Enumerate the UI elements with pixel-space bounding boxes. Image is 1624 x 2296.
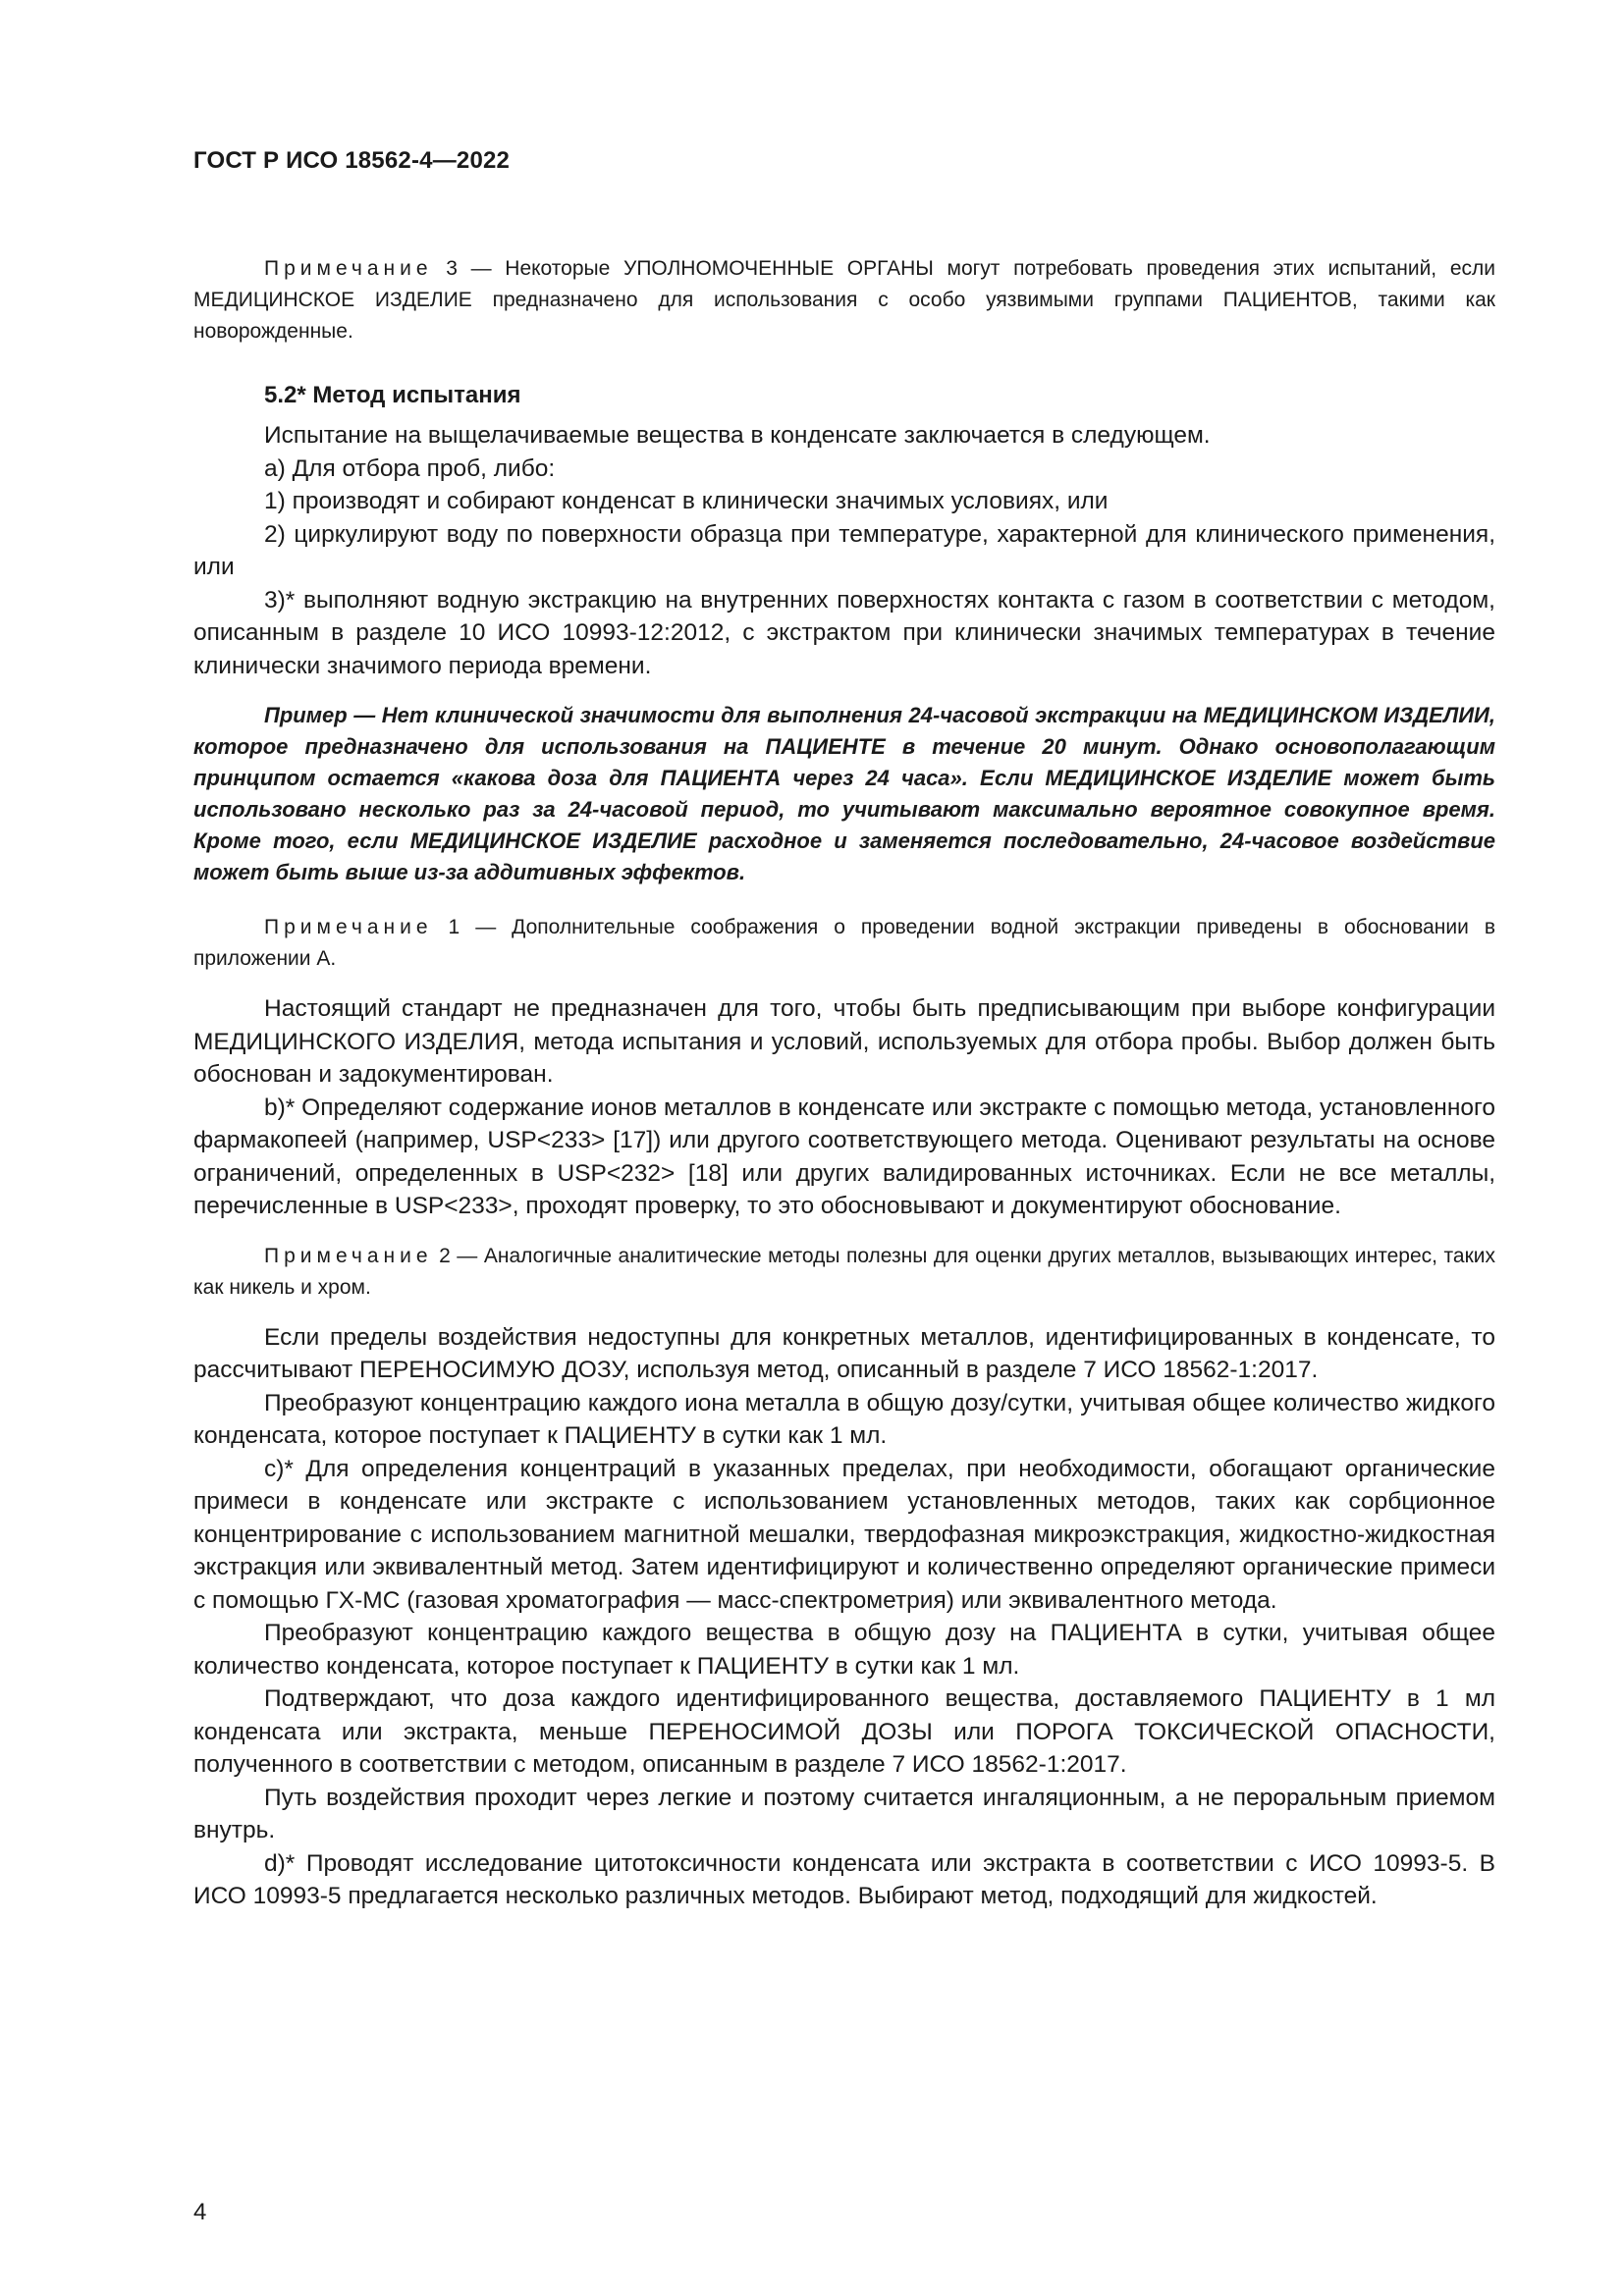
- page-number: 4: [193, 2199, 207, 2225]
- list-item-a: a) Для отбора проб, либо:: [264, 454, 556, 482]
- paragraph: Если пределы воздействия недоступны для конкретных металлов, идентифицированных в конденсате, то рассчитывают ПЕРЕНОСИМУЮ ДОЗУ, используя метод, описанный в разделе 7 ИСО 18562-1:2017.: [193, 1323, 1495, 1383]
- document-header: ГОСТ Р ИСО 18562-4—2022: [193, 147, 511, 174]
- list-item-2: 2) циркулируют воду по поверхности образца при температуре, характерной для клинического применения, или: [193, 520, 1495, 580]
- paragraph: Подтверждают, что доза каждого идентифицированного вещества, доставляемого ПАЦИЕНТУ в 1 мл конденсата или экстракта, меньше ПЕРЕНОСИМОЙ ДОЗЫ или ПОРОГА ТОКСИЧЕСКОЙ ОПАСНОСТИ, полученного в соответствии с методом, описанным в разделе 7 ИСО 18562-1:2017.: [193, 1685, 1495, 1778]
- section-heading: 5.2* Метод испытания: [264, 382, 521, 408]
- list-item-1: 1) производят и собирают конденсат в клинически значимых условиях, или: [264, 488, 1109, 514]
- paragraph: Испытание на выщелачиваемые вещества в конденсате заключается в следующем.: [264, 422, 1211, 449]
- note-text: 1 — Дополнительные соображения о проведении водной экстракции приведены в обосновании в приложении А.: [193, 916, 1495, 970]
- example-block: Пример — Нет клинической значимости для выполнения 24-часовой экстракции на МЕДИЦИНСКОМ ИЗДЕЛИИ, которое предназначено для использования на ПАЦИЕНТЕ в течение 20 минут. Однако основополагающим принципом остается «какова доза для ПАЦИЕНТА через 24 часа». Если МЕДИЦИНСКОЕ ИЗДЕЛИЕ может быть использовано несколько раз за 24-часовой период, то учитывают максимально вероятное совокупное время. Кроме того, если МЕДИЦИНСКОЕ ИЗДЕЛИЕ расходное и заменяется последовательно, 24-часовое воздействие может быть выше из-за аддитивных эффектов.: [193, 703, 1495, 884]
- document-page: [193, 0, 1495, 2296]
- document-body: [193, 253, 1495, 1913]
- note-label: Примечание: [264, 916, 433, 938]
- paragraph: Преобразуют концентрацию каждого вещества в общую дозу на ПАЦИЕНТА в сутки, учитывая общее количество конденсата, которое поступает к ПАЦИЕНТУ в сутки как 1 мл.: [193, 1620, 1495, 1680]
- note-label: Примечание: [264, 257, 433, 280]
- note-1: [193, 912, 1495, 975]
- list-item-3: 3)* выполняют водную экстракцию на внутренних поверхностях контакта с газом в соответствии с методом, описанным в разделе 10 ИСО 10993-12:2012, с экстрактом при клинически значимых температурах в течение клинически значимого периода времени.: [193, 586, 1495, 679]
- note-label: Примечание: [264, 1244, 433, 1267]
- note-text: 3 — Некоторые УПОЛНОМОЧЕННЫЕ ОРГАНЫ могут потребовать проведения этих испытаний, если МЕДИЦИНСКОЕ ИЗДЕЛИЕ предназначено для использования с особо уязвимыми группами ПАЦИЕНТОВ, такими как новорожденные.: [193, 257, 1495, 343]
- list-item-b: b)* Определяют содержание ионов металлов в конденсате или экстракте с помощью метода, установленного фармакопеей (например, USP<233> [17]) или другого соответствующего метода. Оценивают результаты на основе ограничений, определенных в USP<232> [18] или других валидированных источниках. Если не все металлы, перечисленные в USP<233>, проходят проверку, то это обосновывают и документируют обоснование.: [193, 1094, 1495, 1219]
- list-item-d: d)* Проводят исследование цитотоксичности конденсата или экстракта в соответствии с ИСО 10993-5. В ИСО 10993-5 предлагается несколько различных методов. Выбирают метод, подходящий для жидкостей.: [193, 1849, 1495, 1909]
- note-3: [193, 253, 1495, 347]
- paragraph: Путь воздействия проходит через легкие и поэтому считается ингаляционным, а не пероральным приемом внутрь.: [193, 1784, 1495, 1843]
- paragraph: Преобразуют концентрацию каждого иона металла в общую дозу/сутки, учитывая общее количество жидкого конденсата, которое поступает к ПАЦИЕНТУ в сутки как 1 мл.: [193, 1389, 1495, 1449]
- list-item-c: c)* Для определения концентраций в указанных пределах, при необходимости, обогащают органические примеси в конденсате или экстракте с использованием установленных методов, таких как сорбционное концентрирование с использованием магнитной мешалки, твердофазная микроэкстракция, жидкостно-жидкостная экстракция или эквивалентный метод. Затем идентифицируют и количественно определяют органические примеси с помощью ГХ-МС (газовая хроматография — масс-спектрометрия) или эквивалентного метода.: [193, 1455, 1495, 1614]
- paragraph: Настоящий стандарт не предназначен для того, чтобы быть предписывающим при выборе конфигурации МЕДИЦИНСКОГО ИЗДЕЛИЯ, метода испытания и условий, используемых для отбора пробы. Выбор должен быть обоснован и задокументирован.: [193, 995, 1495, 1088]
- note-2: [193, 1241, 1495, 1304]
- note-text: 2 — Аналогичные аналитические методы полезны для оценки других металлов, вызывающих интерес, таких как никель и хром.: [193, 1244, 1495, 1299]
